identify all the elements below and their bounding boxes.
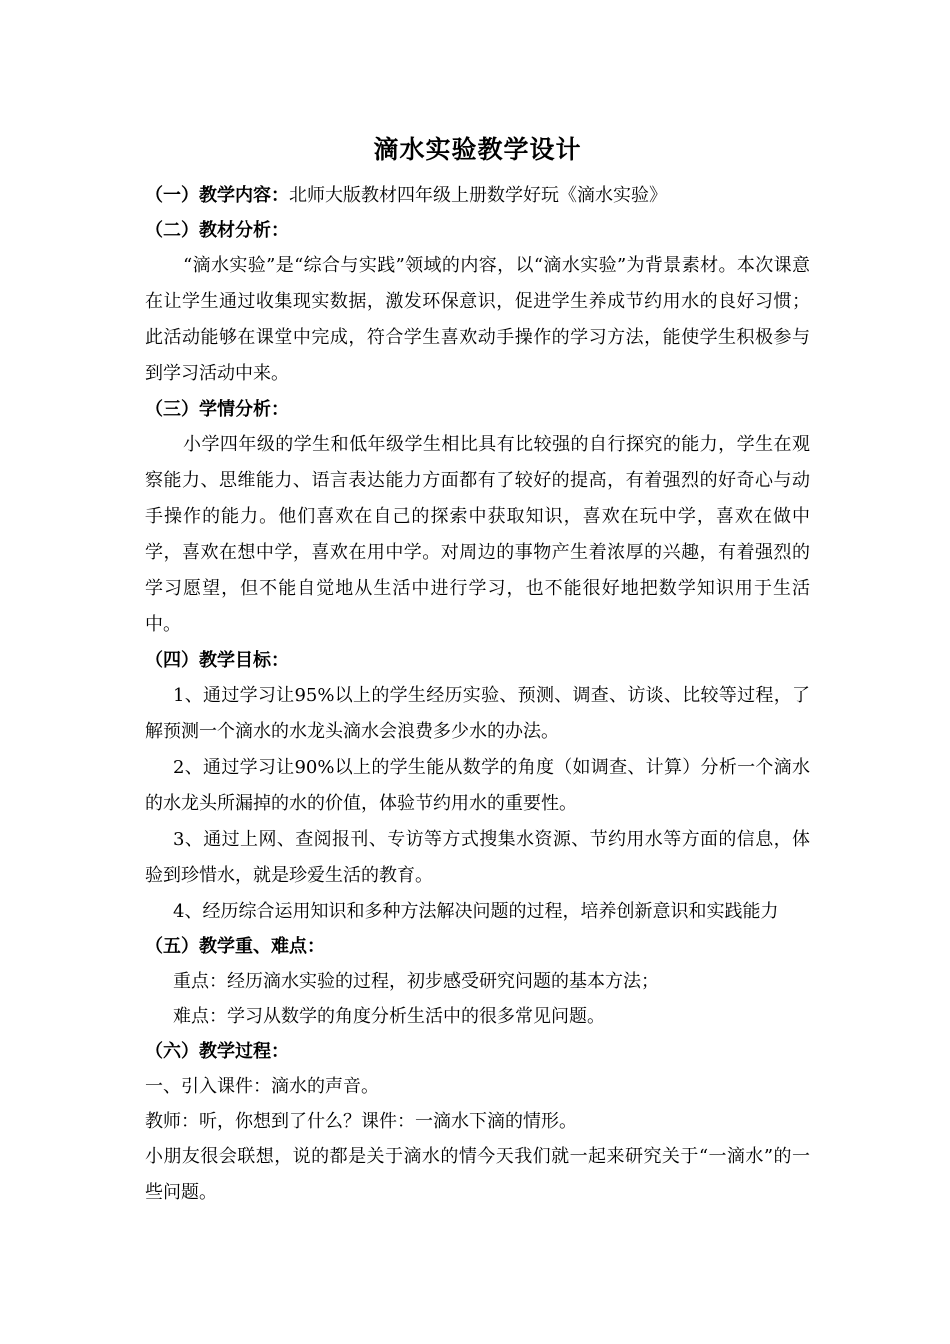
document-title: 滴水实验教学设计 — [373, 135, 582, 164]
section-text: 北师大版教材四年级上册数学好玩《滴水实验》 — [289, 185, 667, 206]
section-heading: （六）教学过程： — [145, 1041, 289, 1062]
section-heading: （五）教学重、难点： — [145, 936, 325, 957]
section-heading: （四）教学目标： — [145, 650, 289, 671]
process-paragraph: 小朋友很会联想，说的都是关于滴水的情今天我们就一起来研究关于“一滴水”的一些问题。 — [145, 1146, 810, 1203]
goal-item: 3、通过上网、查阅报刊、专访等方式搜集水资源、节约用水等方面的信息，体验到珍惜水，就是珍爱生活的教育。 — [145, 829, 810, 886]
paragraph: 小学四年级的学生和低年级学生相比具有比较强的自行探究的能力，学生在观察能力、思维能力、语言表达能力方面都有了较好的提高，有着强烈的好奇心与动手操作的能力。他们喜欢在自己的探索中获取知识，喜欢在玩中学，喜欢在做中学，喜欢在想中学，喜欢在用中学。对周边的事物产生着浓厚的兴趣，有着强烈的学习愿望，但不能自觉地从生活中进行学习，也不能很好地把数学知识用于生活中。 — [145, 434, 810, 635]
difficult-point: 难点：学习从数学的角度分析生活中的很多常见问题。 — [173, 1006, 605, 1027]
goal-item: 1、通过学习让95%以上的学生经历实验、预测、调查、访谈、比较等过程，了解预测一个滴水的水龙头滴水会浪费多少水的办法。 — [145, 685, 810, 742]
document-page — [145, 130, 810, 1211]
section-teaching-content — [145, 178, 810, 213]
process-line: 教师：听，你想到了什么？课件：一滴水下滴的情形。 — [145, 1111, 577, 1132]
goal-item: 4、经历综合运用知识和多种方法解决问题的过程，培养创新意识和实践能力 — [173, 901, 779, 922]
section-heading: （一）教学内容： — [145, 185, 289, 206]
section-heading: （三）学情分析： — [145, 399, 289, 420]
key-point: 重点：经历滴水实验的过程，初步感受研究问题的基本方法； — [173, 971, 659, 992]
process-line: 一、引入课件：滴水的声音。 — [145, 1076, 379, 1097]
goal-item: 2、通过学习让90%以上的学生能从数学的角度（如调查、计算）分析一个滴水的水龙头所漏掉的水的价值，体验节约用水的重要性。 — [145, 757, 810, 814]
section-heading: （二）教材分析： — [145, 220, 289, 241]
paragraph: “滴水实验”是“综合与实践”领域的内容，以“滴水实验”为背景素材。本次课意在让学生通过收集现实数据，激发环保意识，促进学生养成节约用水的良好习惯；此活动能够在课堂中完成，符合学生喜欢动手操作的学习方法，能使学生积极参与到学习活动中来。 — [145, 255, 810, 384]
